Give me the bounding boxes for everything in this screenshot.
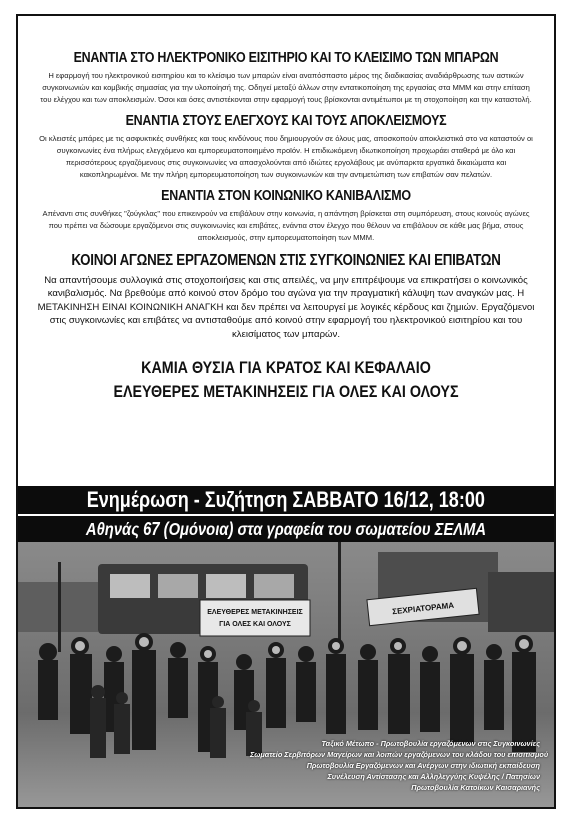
section-text-electronic-ticket: Η εφαρμογή του ηλεκτρονικού εισιτηρίου και το κλείσιμο των μπαρών είναι αναπόσπαστο μέρος της διαδικασίας αναδιάρθρωσης των αστικών συγκοινωνιών και κομβικής σημασίας για την υλοποίησή της. Οδηγεί μεταξύ άλλων στην εντατικοποίηση της εργασίας στα ΜΜΜ και στην επίταση του ελέγχου και των αποκλεισμών. Όσοι και όσες αντιστέκονται στην εφαρμογή τους βρίσκονται αντιμέτωποι με τη στοχοποίηση και την καταστολή. bbox=[40, 71, 532, 104]
poster-text-area bbox=[36, 50, 536, 402]
section-heading-electronic-ticket: ΕΝΑΝΤΙΑ ΣΤΟ ΗΛΕΚΤΡΟΝΙΚΟ ΕΙΣΙΤΗΡΙΟ ΚΑΙ ΤΟ ΚΛΕΙΣΙΜΟ ΤΩΝ ΜΠΑΡΩΝ bbox=[73, 50, 499, 66]
section-heading-controls: ΕΝΑΝΤΙΑ ΣΤΟΥΣ ΕΛΕΓΧΟΥΣ ΚΑΙ ΤΟΥΣ ΑΠΟΚΛΕΙΣΜΟΥΣ bbox=[125, 113, 447, 129]
event-location-band bbox=[16, 516, 556, 542]
svg-text:ΓΙΑ ΟΛΕΣ ΚΑΙ ΟΛΟΥΣ: ΓΙΑ ΟΛΕΣ ΚΑΙ ΟΛΟΥΣ bbox=[219, 621, 291, 628]
event-location: Αθηνάς 67 (Ομόνοια) στα γραφεία του σωματείου ΣΕΛΜΑ bbox=[85, 519, 487, 539]
organization-line: Ταξικό Μέτωπο - Πρωτοβουλία εργαζόμενων στις Συγκοινωνίες bbox=[321, 739, 540, 748]
section-text-controls: Οι κλειστές μπάρες με τις ασφυκτικές συνθήκες και τους κινδύνους που δημιουργούν σε όλους μας, αποσκοπούν αποκλειστικά στο να καταστούν οι συγκοινωνίες ένα πλήρως ελεγχόμενο και εμπορευματοποιημένο προϊόν. Η επιδιωκόμενη ιδιωτικοποίηση προχωράει σταθερά με όλο και περισσότερους εργαζόμενους στις συγκοινωνίες να απασχολούνται από ιδιώτες εργολάβους με ανύπαρκτα εργατικά δικαιώματα και κακοπληρωμένοι. Με την πλήρη εμπορευματοποίηση των συγκοινωνιών και την αντιμετώπιση των επιβατών σαν πελατών. bbox=[39, 134, 533, 179]
poster bbox=[16, 14, 556, 809]
organizations-list bbox=[250, 738, 549, 793]
section-text-common-struggles: Να απαντήσουμε συλλογικά στις στοχοποιήσεις και στις απειλές, να μην επιτρέψουμε να επικρατήσει ο κοινωνικός κανιβαλισμός. Να βρεθούμε από κοινού στον δρόμο του αγώνα για την πραγματική κάλυψη των αναγκών μας. Η ΜΕΤΑΚΙΝΗΣΗ ΕΙΝΑΙ ΚΟΙΝΩΝΙΚΗ ΑΝΑΓΚΗ και δεν πρέπει να λειτουργεί με λογικές κέρδους και ζημιών. Εργαζόμενοι στις συγκοινωνίες και επιβάτες να αντισταθούμε από κοινού στην εφαρμογή του ηλεκτρονικού εισιτηρίου και του κλεισίματος των μπαρών. bbox=[37, 275, 535, 340]
organization-line: Πρωτοβουλία Εργαζόμενων και Ανέργων στην ιδιωτική εκπαίδευση bbox=[306, 761, 540, 770]
event-title-band bbox=[16, 486, 556, 514]
section-heading-cannibalism: ΕΝΑΝΤΙΑ ΣΤΟΝ ΚΟΙΝΩΝΙΚΟ ΚΑΝΙΒΑΛΙΣΜΟ bbox=[161, 188, 411, 204]
photo-banner-left bbox=[200, 600, 310, 636]
organization-line: Συνέλευση Αντίστασης και Αλληλεγγύης Κυψέλης / Πατησίων bbox=[327, 772, 540, 781]
organization-line: Σωματείο Σερβιτόρων Μαγείρων και λοιπών εργαζόμενων του κλάδου του επισιτισμού bbox=[250, 750, 549, 759]
section-heading-common-struggles: ΚΟΙΝΟΙ ΑΓΩΝΕΣ ΕΡΓΑΖΟΜΕΝΩΝ ΣΤΙΣ ΣΥΓΚΟΙΝΩΝΙΕΣ ΚΑΙ ΕΠΙΒΑΤΩΝ bbox=[71, 252, 501, 269]
svg-text:ΣΕΧΡΙΑΤΟΡΑΜΑ: ΣΕΧΡΙΑΤΟΡΑΜΑ bbox=[391, 600, 455, 617]
section-text-cannibalism: Απέναντι στις συνθήκες "ζούγκλας" που επικεινρούν να επιβάλουν στην κοινωνία, η απάντηση βρίσκεται στη συμπόρευση, στους κοινούς αγώνες που πρέπει να δώσουμε εργαζόμενοι στις συγκοινωνίες και επιβάτες, ενάντια στον έλεγχο που θέλουν να επιβάλουν σε κάθε μας βήμα, στους αποκλεισμούς, στην εμπορευματοποίηση των ΜΜΜ. bbox=[42, 209, 530, 242]
slogan-free-movement: ΕΛΕΥΘΕΡΕΣ ΜΕΤΑΚΙΝΗΣΕΙΣ ΓΙΑ ΟΛΕΣ ΚΑΙ ΟΛΟΥΣ bbox=[113, 382, 459, 402]
svg-text:ΕΛΕΥΘΕΡΕΣ ΜΕΤΑΚΙΝΗΣΕΙΣ: ΕΛΕΥΘΕΡΕΣ ΜΕΤΑΚΙΝΗΣΕΙΣ bbox=[207, 609, 303, 616]
slogan-no-sacrifice: ΚΑΜΙΑ ΘΥΣΙΑ ΓΙΑ ΚΡΑΤΟΣ ΚΑΙ ΚΕΦΑΛΑΙΟ bbox=[141, 358, 431, 378]
historical-protest-photo bbox=[18, 542, 554, 807]
organization-line: Πρωτοβουλία Κατοίκων Καισαριανής bbox=[411, 783, 540, 792]
event-title: Ενημέρωση - Συζήτηση ΣΑΒΒΑΤΟ 16/12, 18:00 bbox=[86, 487, 486, 512]
